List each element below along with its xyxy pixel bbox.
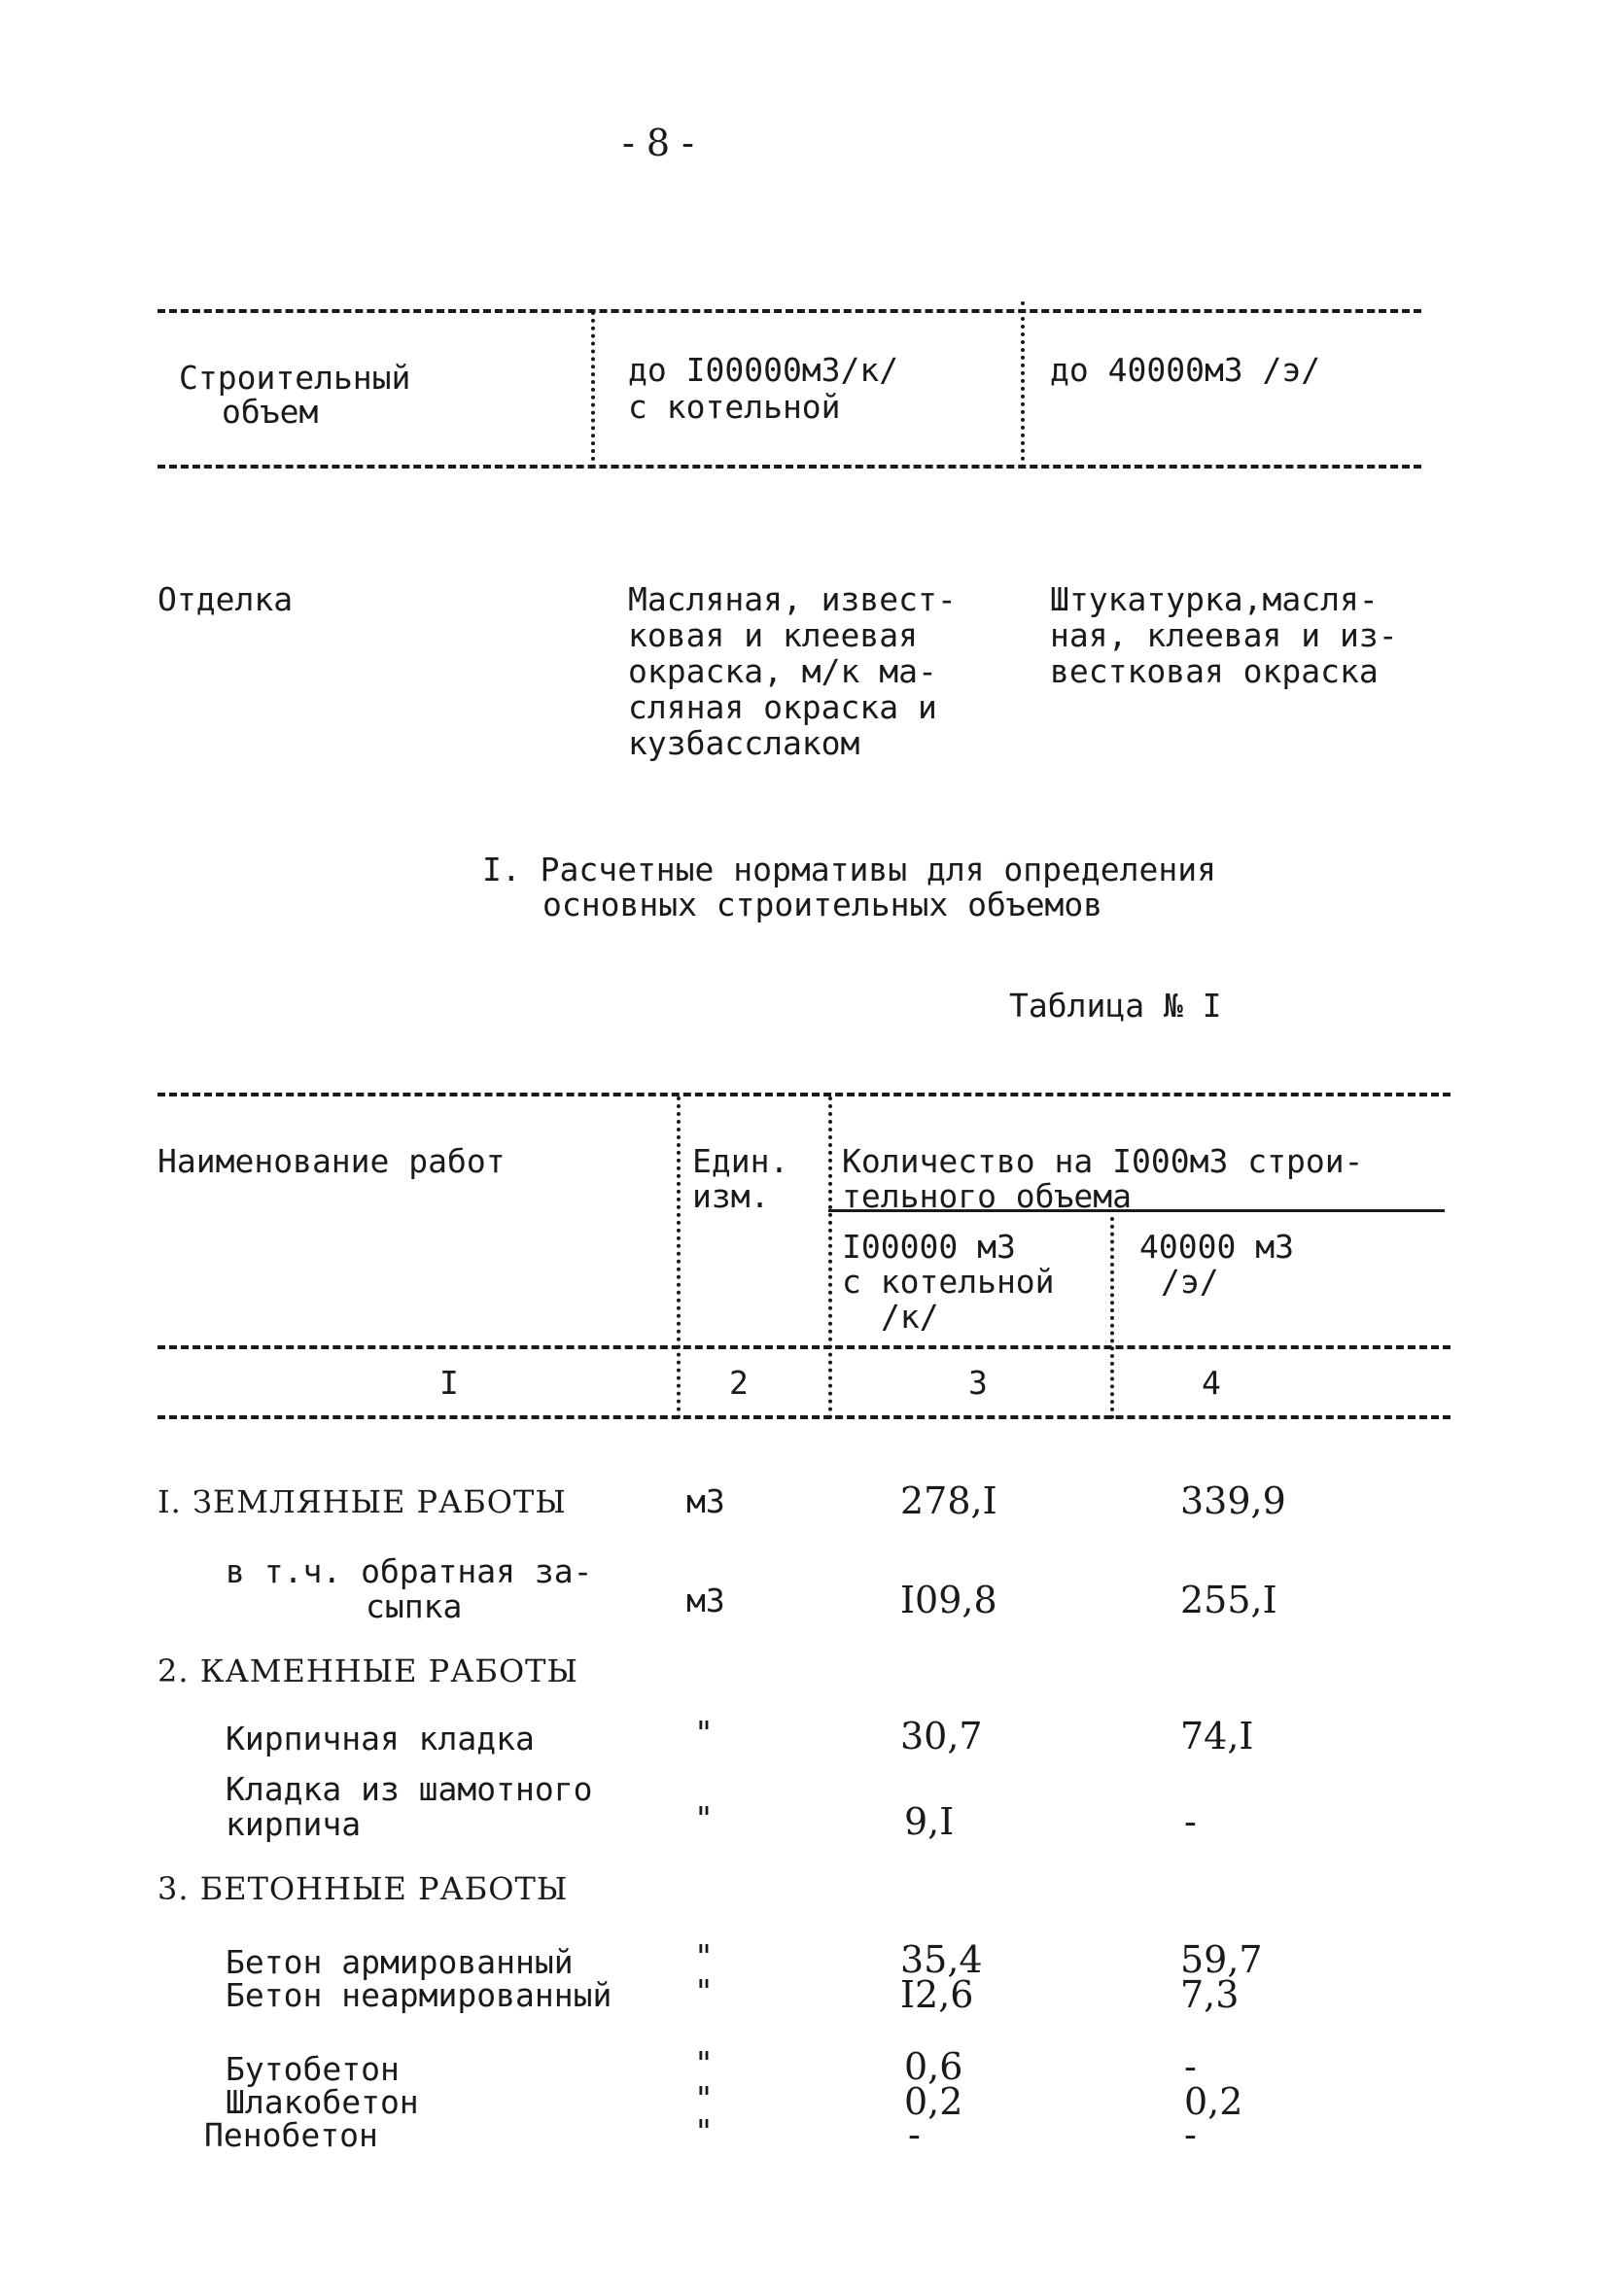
section-title-line2: основных строительных объемов bbox=[542, 886, 1103, 923]
col-number-4: 4 bbox=[1202, 1364, 1221, 1402]
finish-k-line: Масляная, извест- bbox=[628, 580, 957, 618]
table-caption: Таблица № I bbox=[1009, 987, 1222, 1025]
finish-e-line: вестковая окраска bbox=[1050, 652, 1379, 690]
header-unit-line1: Един. bbox=[692, 1142, 789, 1180]
row-backfill-e: 255,I bbox=[1180, 1579, 1277, 1621]
row-plain-concrete-unit: " bbox=[694, 1972, 714, 2010]
header-sub-k-line1: I00000 м3 bbox=[842, 1228, 1016, 1266]
page-number: - 8 - bbox=[622, 122, 695, 164]
header-sub-k-line3: /к/ bbox=[881, 1298, 939, 1336]
row-brickwork-name: Кирпичная кладка bbox=[226, 1720, 535, 1757]
row-chamotte-k: 9,I bbox=[904, 1800, 955, 1843]
row-plain-concrete-e: 7,3 bbox=[1180, 1973, 1240, 2016]
table1-divider-unit bbox=[677, 1096, 681, 1419]
volume-k-line1: до I00000м3/к/ bbox=[628, 351, 899, 389]
row-reinforced-e: 59,7 bbox=[1180, 1938, 1263, 1981]
row-chamotte-name-line1: Кладка из шамотного bbox=[226, 1770, 593, 1808]
volume-label-line2: объем bbox=[222, 393, 319, 431]
finish-e-line: ная, клеевая и из- bbox=[1050, 616, 1398, 654]
header-qty-line1: Количество на I000м3 строи- bbox=[842, 1142, 1364, 1180]
row-earthworks-name: I. ЗЕМЛЯНЫЕ РАБОТЫ bbox=[157, 1483, 567, 1520]
row-slag-concrete-k: 0,2 bbox=[904, 2080, 963, 2123]
col-number-3: 3 bbox=[968, 1364, 988, 1402]
row-chamotte-name-line2: кирпича bbox=[226, 1805, 362, 1843]
table1-divider-qty bbox=[828, 1096, 832, 1419]
finish-label: Отделка bbox=[157, 580, 294, 618]
row-earthworks-k: 278,I bbox=[900, 1479, 997, 1522]
row-slag-concrete-unit: " bbox=[694, 2079, 714, 2117]
row-foam-concrete-unit: " bbox=[694, 2112, 714, 2150]
top-table-rule-bottom bbox=[157, 465, 1421, 469]
row-backfill-name-line2: сыпка bbox=[366, 1587, 463, 1625]
table1-divider-sub bbox=[1110, 1217, 1114, 1419]
section-title-line1: I. Расчетные нормативы для определения bbox=[482, 851, 1216, 888]
row-backfill-k: I09,8 bbox=[900, 1579, 997, 1621]
row-brickwork-e: 74,I bbox=[1180, 1715, 1254, 1757]
row-reinforced-name: Бетон армированный bbox=[226, 1943, 574, 1981]
row-brickwork-unit: " bbox=[694, 1714, 714, 1752]
top-table-divider-1 bbox=[591, 311, 595, 469]
row-slag-concrete-e: 0,2 bbox=[1184, 2080, 1243, 2123]
col-number-2: 2 bbox=[729, 1364, 749, 1402]
finish-k-line: окраска, м/к ма- bbox=[628, 652, 937, 690]
row-backfill-unit: м3 bbox=[686, 1582, 725, 1619]
col-number-1: I bbox=[439, 1364, 459, 1402]
row-reinforced-k: 35,4 bbox=[900, 1938, 983, 1981]
finish-k-line: ковая и клеевая bbox=[628, 616, 919, 654]
header-sub-k-line2: с котельной bbox=[842, 1263, 1055, 1301]
volume-label-line1: Строительный bbox=[179, 359, 411, 397]
row-slag-concrete-name: Шлакобетон bbox=[226, 2083, 419, 2121]
row-rubble-concrete-name: Бутобетон bbox=[226, 2050, 400, 2088]
header-qty-line2: тельного объема bbox=[842, 1177, 1133, 1215]
row-brickwork-k: 30,7 bbox=[900, 1715, 983, 1757]
table1-rule-header bbox=[157, 1345, 1451, 1349]
finish-k-line: сляная окраска и bbox=[628, 688, 937, 726]
top-table-rule-top bbox=[157, 309, 1421, 313]
row-concrete-header: 3. БЕТОННЫЕ РАБОТЫ bbox=[157, 1870, 569, 1907]
volume-e: до 40000м3 /э/ bbox=[1050, 351, 1321, 389]
row-rubble-concrete-e: - bbox=[1184, 2045, 1197, 2088]
row-backfill-name-line1: в т.ч. обратная за- bbox=[226, 1552, 593, 1590]
finish-k-line: кузбасслаком bbox=[628, 724, 860, 762]
row-plain-concrete-k: I2,6 bbox=[900, 1973, 974, 2016]
header-unit-line2: изм. bbox=[692, 1177, 770, 1215]
row-chamotte-e: - bbox=[1184, 1800, 1197, 1843]
volume-k-line2: с котельной bbox=[628, 388, 841, 426]
finish-e-line: Штукатурка,масля- bbox=[1050, 580, 1379, 618]
row-earthworks-unit: м3 bbox=[686, 1482, 725, 1520]
finish-e bbox=[1050, 581, 1398, 689]
table1-rule-numbers bbox=[157, 1415, 1451, 1419]
top-table-divider-2 bbox=[1021, 301, 1025, 469]
row-rubble-concrete-unit: " bbox=[694, 2044, 714, 2082]
row-masonry-header: 2. КАМЕННЫЕ РАБОТЫ bbox=[157, 1652, 578, 1689]
row-foam-concrete-k: - bbox=[908, 2113, 921, 2156]
row-chamotte-unit: " bbox=[694, 1799, 714, 1837]
finish-k bbox=[628, 581, 957, 761]
row-reinforced-unit: " bbox=[694, 1937, 714, 1975]
table1-rule-top bbox=[157, 1093, 1451, 1096]
header-sub-e-line2: /э/ bbox=[1161, 1263, 1219, 1301]
header-sub-e-line1: 40000 м3 bbox=[1139, 1228, 1294, 1266]
row-foam-concrete-name: Пенобетон bbox=[204, 2116, 378, 2154]
header-name: Наименование работ bbox=[157, 1142, 506, 1180]
row-earthworks-e: 339,9 bbox=[1180, 1479, 1286, 1522]
row-rubble-concrete-k: 0,6 bbox=[904, 2045, 963, 2088]
row-plain-concrete-name: Бетон неармированный bbox=[226, 1976, 612, 2014]
row-foam-concrete-e: - bbox=[1184, 2113, 1197, 2156]
